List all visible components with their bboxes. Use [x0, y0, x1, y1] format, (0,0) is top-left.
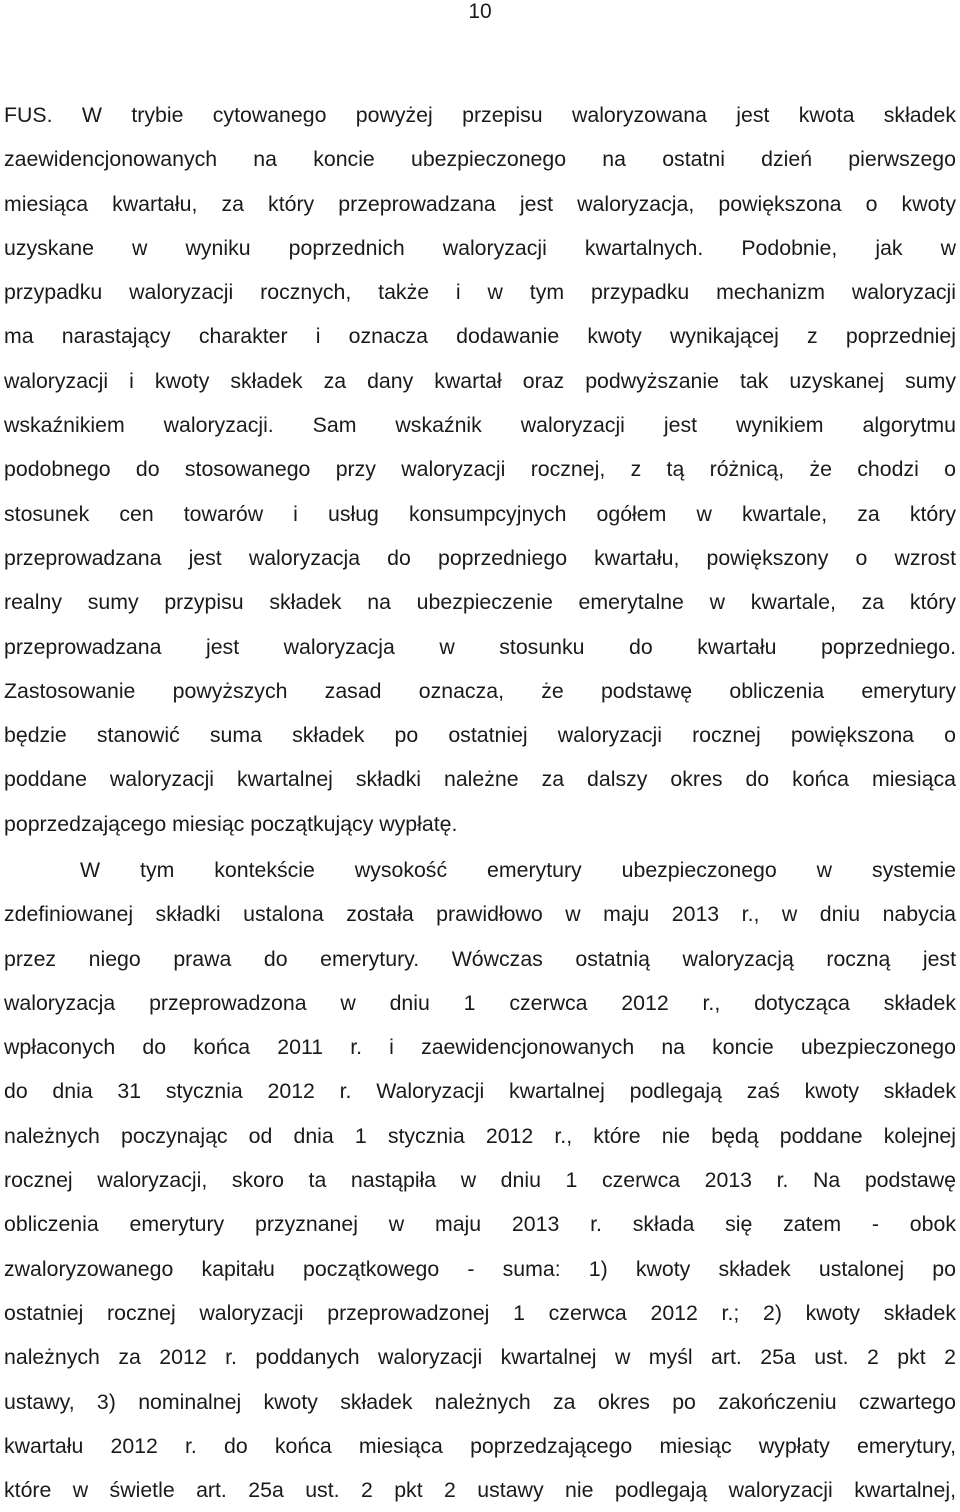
paragraph-2-line: które w świetle art. 25a ust. 2 pkt 2 ustawy nie podlegają waloryzacji kwartalnej, [4, 1478, 956, 1503]
paragraph-1-line: poprzedzającego miesiąc początkujący wypłatę. [4, 811, 458, 836]
paragraph-2 [4, 848, 956, 1512]
paragraph-1-line: podobnego do stosowanego przy waloryzacji rocznej, z tą różnicą, że chodzi o [4, 457, 956, 482]
paragraph-2-line: rocznej waloryzacji, skoro ta nastąpiła w dniu 1 czerwca 2013 r. Na podstawę [4, 1168, 956, 1193]
paragraph-1-line: przypadku waloryzacji rocznych, także i w tym przypadku mechanizm waloryzacji [4, 280, 956, 305]
paragraph-2-line: zwaloryzowanego kapitału początkowego - suma: 1) kwoty składek ustalonej po [4, 1256, 956, 1281]
paragraph-2-line: należnych za 2012 r. poddanych waloryzacji kwartalnej w myśl art. 25a ust. 2 pkt 2 [4, 1345, 956, 1370]
paragraph-2-line: wpłaconych do końca 2011 r. i zaewidencjonowanych na koncie ubezpieczonego [4, 1035, 956, 1060]
paragraph-2-line: ustawy, 3) nominalnej kwoty składek należnych za okres po zakończeniu czwartego [4, 1389, 956, 1414]
paragraph-2-line: waloryzacja przeprowadzona w dniu 1 czerwca 2012 r., dotycząca składek [4, 990, 956, 1015]
paragraph-1-line: waloryzacji i kwoty składek za dany kwartał oraz podwyższanie tak uzyskanej sumy [4, 368, 956, 393]
paragraph-2-line: kwartału 2012 r. do końca miesiąca poprzedzającego miesiąc wypłaty emerytury, [4, 1433, 956, 1458]
paragraph-2-line: zdefiniowanej składki ustalona została prawidłowo w maju 2013 r., w dniu nabycia [4, 902, 956, 927]
paragraph-1 [4, 93, 956, 846]
paragraph-1-line: poddane waloryzacji kwartalnej składki należne za dalszy okres do końca miesiąca [4, 767, 956, 792]
paragraph-2-line: należnych poczynając od dnia 1 stycznia 2012 r., które nie będą poddane kolejnej [4, 1123, 956, 1148]
paragraph-2-line: obliczenia emerytury przyznanej w maju 2013 r. składa się zatem - obok [4, 1212, 956, 1237]
paragraph-1-line: przeprowadzana jest waloryzacja do poprzedniego kwartału, powiększony o wzrost [4, 545, 956, 570]
paragraph-1-line: ma narastający charakter i oznacza dodawanie kwoty wynikającej z poprzedniej [4, 324, 956, 349]
paragraph-1-line: miesiąca kwartału, za który przeprowadzana jest waloryzacja, powiększona o kwoty [4, 191, 956, 216]
paragraph-2-line: do dnia 31 stycznia 2012 r. Waloryzacji kwartalnej podlegają zaś kwoty składek [4, 1079, 956, 1104]
paragraph-2-line: W tym kontekście wysokość emerytury ubezpieczonego w systemie [80, 858, 956, 882]
paragraph-1-line: FUS. W trybie cytowanego powyżej przepisu waloryzowana jest kwota składek [4, 103, 956, 127]
page-number: 10 [468, 0, 492, 23]
paragraph-1-line: przeprowadzana jest waloryzacja w stosunku do kwartału poprzedniego. [4, 634, 956, 659]
paragraph-2-line: ostatniej rocznej waloryzacji przeprowadzonej 1 czerwca 2012 r.; 2) kwoty składek [4, 1300, 956, 1325]
paragraph-1-line: Zastosowanie powyższych zasad oznacza, że podstawę obliczenia emerytury [4, 678, 956, 703]
paragraph-1-line: uzyskane w wyniku poprzednich waloryzacji kwartalnych. Podobnie, jak w [4, 235, 956, 260]
paragraph-1-line: wskaźnikiem waloryzacji. Sam wskaźnik waloryzacji jest wynikiem algorytmu [4, 413, 956, 438]
paragraph-1-line: stosunek cen towarów i usług konsumpcyjnych ogółem w kwartale, za który [4, 501, 956, 526]
paragraph-1-line: będzie stanowić suma składek po ostatniej waloryzacji rocznej powiększona o [4, 723, 956, 748]
paragraph-2-line: przez niego prawa do emerytury. Wówczas ostatnią waloryzacją roczną jest [4, 946, 956, 971]
paragraph-1-line: realny sumy przypisu składek na ubezpieczenie emerytalne w kwartale, za który [4, 590, 956, 615]
paragraph-1-line: zaewidencjonowanych na koncie ubezpieczonego na ostatni dzień pierwszego [4, 147, 956, 172]
